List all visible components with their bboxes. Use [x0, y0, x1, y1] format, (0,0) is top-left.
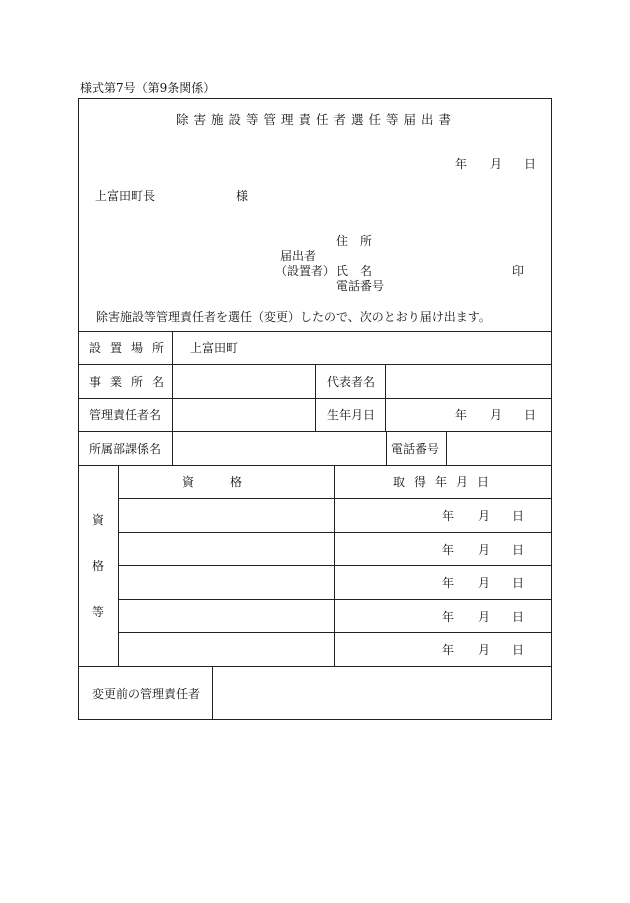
row-line [78, 465, 552, 466]
seal-mark: 印 [512, 264, 525, 278]
row-line [118, 599, 552, 600]
qual-row-day: 日 [512, 610, 525, 624]
qualification-side-3: 等 [92, 605, 105, 619]
qual-row-month: 月 [478, 576, 491, 590]
row-line [78, 666, 552, 667]
row-line [118, 498, 552, 499]
table-phone-label: 電話番号 [391, 442, 440, 456]
addressee: 上富田町長 [95, 189, 156, 203]
address-label: 住 所 [336, 234, 373, 248]
col-line [446, 431, 447, 465]
birth-date-label: 生年月日 [327, 408, 376, 422]
qual-row-year: 年 [442, 643, 455, 657]
form-title: 除害施設等管理責任者選任等届出書 [176, 112, 457, 127]
representative-label: 代表者名 [327, 375, 376, 389]
previous-manager-label: 変更前の管理責任者 [92, 687, 201, 701]
birth-month: 月 [490, 408, 503, 422]
col-line [385, 364, 386, 431]
birth-year: 年 [455, 408, 468, 422]
date-year: 年 [455, 157, 468, 171]
notifier-label: 届出者 [280, 249, 317, 263]
row-line [118, 632, 552, 633]
form-number: 様式第7号（第9条関係） [80, 81, 216, 95]
date-day: 日 [524, 157, 537, 171]
department-label: 所属部課係名 [89, 442, 162, 456]
birth-day: 日 [524, 408, 537, 422]
honorific: 様 [236, 189, 249, 203]
col-line [334, 465, 335, 666]
qualification-header: 資 格 [182, 475, 243, 489]
qualification-side-1: 資 [92, 513, 105, 527]
qual-row-month: 月 [478, 543, 491, 557]
qual-row-year: 年 [442, 576, 455, 590]
qualification-side-2: 格 [92, 559, 105, 573]
qual-row-month: 月 [478, 509, 491, 523]
table-top-line [78, 331, 552, 332]
location-label: 設置場所 [89, 341, 174, 355]
qual-row-day: 日 [512, 643, 525, 657]
qual-row-day: 日 [512, 576, 525, 590]
notifier-sub-label: （設置者） [275, 264, 336, 278]
date-month: 月 [490, 157, 503, 171]
qual-row-year: 年 [442, 509, 455, 523]
row-line [118, 565, 552, 566]
phone-label: 電話番号 [336, 279, 385, 293]
col-line [315, 364, 316, 431]
col-line [386, 431, 387, 465]
manager-name-label: 管理責任者名 [89, 408, 162, 422]
location-value[interactable]: 上富田町 [190, 341, 239, 355]
qual-row-year: 年 [442, 610, 455, 624]
qual-row-year: 年 [442, 543, 455, 557]
name-label: 氏 名 [336, 264, 373, 278]
col-line [118, 465, 119, 666]
qual-row-month: 月 [478, 610, 491, 624]
col-line [212, 666, 213, 720]
acquired-date-header: 取得年月日 [393, 475, 499, 489]
qual-row-day: 日 [512, 543, 525, 557]
office-name-label: 事業所名 [89, 375, 174, 389]
row-line [78, 431, 552, 432]
statement: 除害施設等管理責任者を選任（変更）したので、次のとおり届け出ます。 [96, 310, 491, 324]
row-line [118, 532, 552, 533]
qual-row-month: 月 [478, 643, 491, 657]
qual-row-day: 日 [512, 509, 525, 523]
